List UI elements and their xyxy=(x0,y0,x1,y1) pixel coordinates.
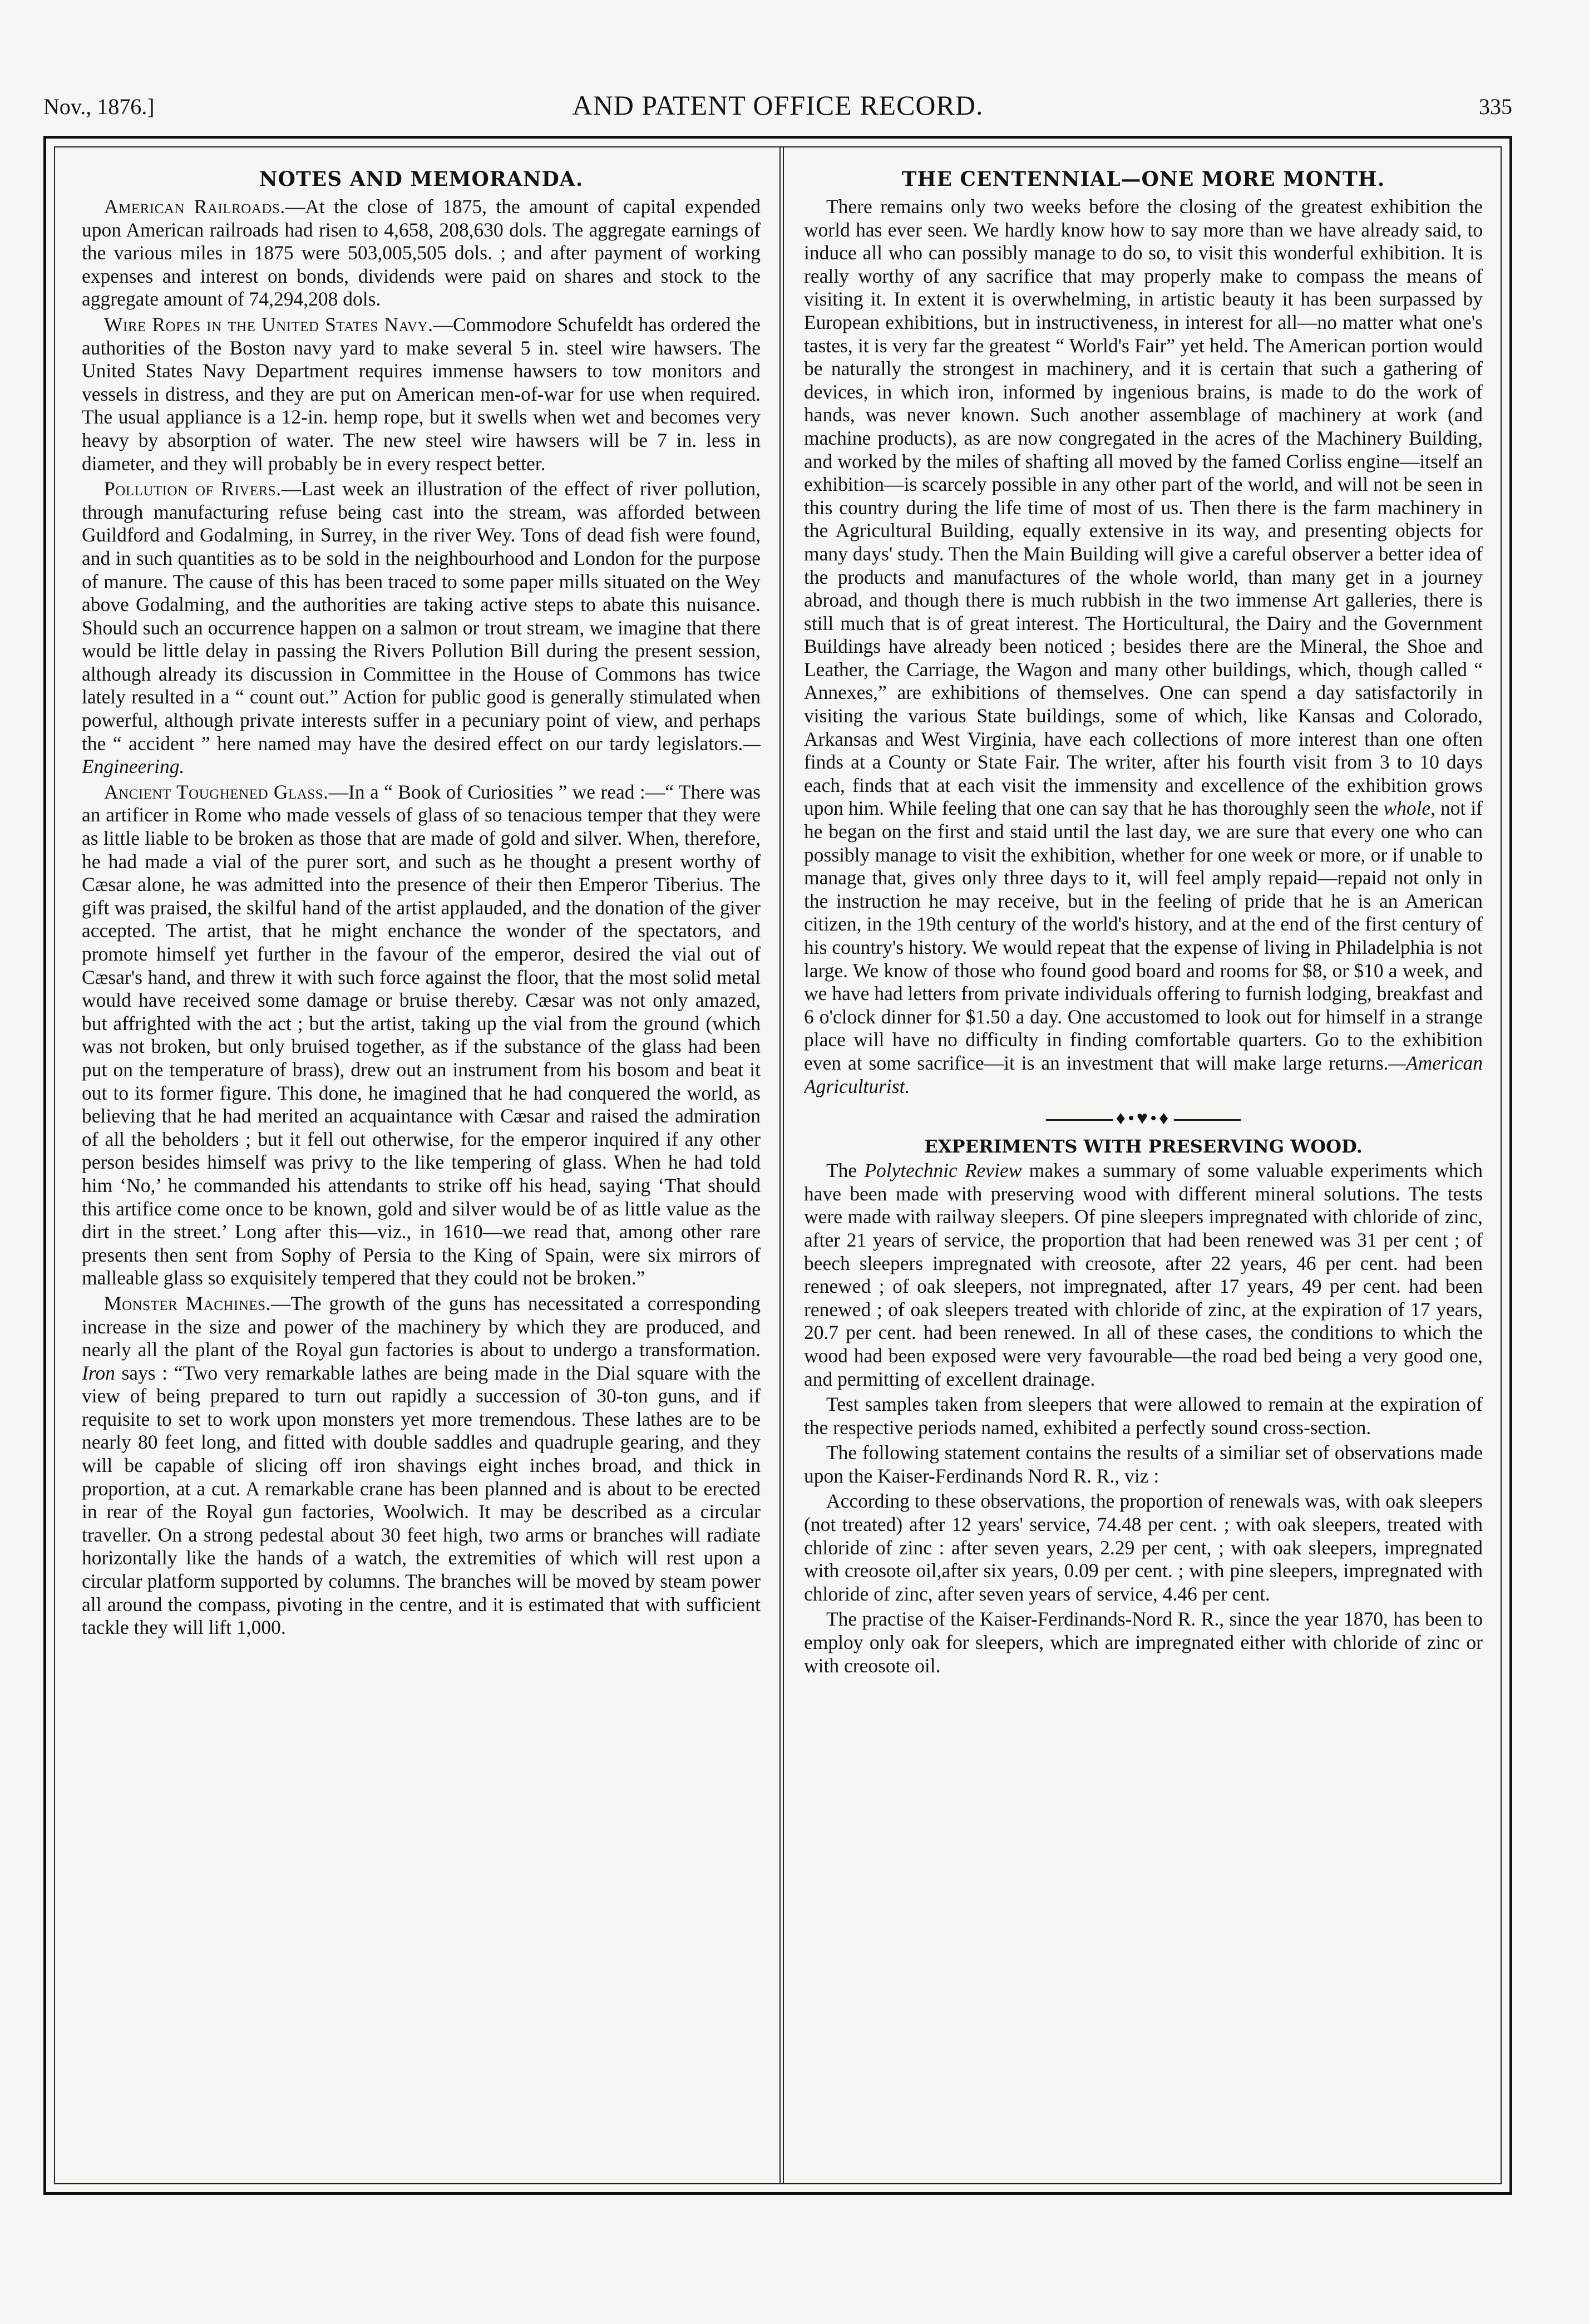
centennial-article xyxy=(804,195,1483,1098)
note-pollution xyxy=(82,477,761,779)
centennial-whole: whole xyxy=(1383,797,1431,820)
issue-date: Nov., 1876.] xyxy=(43,94,155,119)
note-pollution-source: —Engineering. xyxy=(82,732,761,778)
note-monster xyxy=(82,1292,761,1639)
section-ornament xyxy=(804,1109,1483,1128)
note-monster-text-rest: says : “Two very remarkable lathes are being made in the Dial square with the view of being prepared to turn out rapidly a succession of 30-ton guns, and if requisite to set to work upon monsters yet more tremendous. These lathes are to be nearly 80 feet long, and fitted with double saddles and quadruple gearing, and they will be capable of slicing off iron shavings eight inches broad, and thick in proportion, at a cut. A remarkable crane has been planned and is about to be erected in rear of the Royal gun factories, Woolwich. It may be described as a circular traveller. On a strong pedestal about 30 feet high, two arms or branches will radiate horizontally like the hands of a watch, the extremities of which will rest upon a circular platform supported by columns. The branches will be moved by steam power all around the compass, pivoting in the centre, and it is estimated that with sufficient tackle they will lift 1,000. xyxy=(82,1361,761,1639)
note-glass xyxy=(82,781,761,1290)
wood-p1-review: Polytechnic Review xyxy=(864,1159,1022,1182)
centennial-text-b: , not if he began on the first and staid until the last day, we are sure that every one who can possibly manage to visit the exhibition, whether for one week or more, or if unable to manage that, gives only three days to it, will feel amply repaid—repaid not only in the instruction he may receive, but in the feeling of pride that he is an American citizen, in the 19th century of the world's history, and at the end of the first century of his country's history. We would repeat that the expense of living in Philadelphia is not large. We know of those who found good board and rooms for $8, or $10 a week, and we have had letters from private individuals offering to furnish lodging, breakfast and 6 o'clock dinner for $1.50 a day. One accustomed to look out for himself in a strange place will have no difficulty in finding comfortable quarters. Go to the exhibition even at some sacrifice—it is an investment that will make large returns. xyxy=(804,797,1483,1074)
note-glass-text: —In a “ Book of Curiosities ” we read :—“ There was an artificer in Rome who made vessels of glass of so tenacious temper that they were as little liable to be broken as those that are made of gold and silver. When, therefore, he had made a vial of the purer sort, and such as he thought a present worthy of Cæsar alone, he was admitted into the presence of their then Emperor Tiberius. The gift was praised, the skilful hand of the artist applauded, and the donation of the giver accepted. The artist, that he might enchance the wonder of the spectators, and promote himself yet further in the favour of the emperor, desired the vial out of Cæsar's hand, and threw it with such force against the floor, that the most solid metal would have received some damage or bruise thereby. Cæsar was not only amazed, but affrighted with the act ; but the artist, taking up the vial from the ground (which was not broken, but only bruised together, as if the substance of the glass had been put on the temperature of brass), drew out an instrument from his bosom and beat it out to its former figure. This done, he imagined that he had conquered the world, as believing that he had merited an acquaintance with Cæsar and raised the admiration of all the beholders ; but it fell out otherwise, for the emperor inquired if any other person besides himself was privy to the like tempering of glass. When he had told him ‘No,’ he commanded his attendants to strike off his head, saying ‘That should this artifice come once to be known, gold and silver would be of as little value as the dirt in the street.’ Long after this—viz., in 1610—we read that, among other rare presents then sent from Sophy of Persia to the King of Spain, were six mirrors of malleable glass so exquisitely tempered that they could not be broken.” xyxy=(82,780,761,1289)
note-wire-ropes xyxy=(82,313,761,475)
notes-heading: NOTES AND MEMORANDA. xyxy=(259,168,584,191)
running-head xyxy=(43,89,1512,122)
centennial-heading: THE CENTENNIAL—ONE MORE MONTH. xyxy=(901,168,1385,191)
note-railroads-text: —At the close of 1875, the amount of capital expended upon American railroads had risen to 4,658, 208,630 dols. The aggregate earnings of the various miles in 1875 were 503,005,505 dols. ; and after payment of working expenses and interest on bonds, dividends were paid on shares and stock to the aggregate amount of 74,294,208 dols. xyxy=(82,195,761,311)
wood-paragraph-1 xyxy=(804,1159,1483,1391)
centennial-source: —American Agriculturist. xyxy=(804,1051,1483,1097)
wood-paragraph-2: Test samples taken from sleepers that were allowed to remain at the expiration of the respective periods named, exhibited a perfectly sound cross-section. xyxy=(804,1393,1483,1439)
note-glass-lead: Ancient Toughened Glass. xyxy=(104,780,329,803)
note-monster-text-start: —The growth of the guns has necessitated a corresponding increase in the size and power of the machinery by which they are produced, and nearly all the plant of the Royal gun factories is about to undergo a transformation. xyxy=(82,1292,761,1361)
ornament-rule-left xyxy=(1046,1119,1113,1121)
column-divider xyxy=(779,147,784,2183)
journal-title: AND PATENT OFFICE RECORD. xyxy=(572,90,984,121)
ornament-rule-right xyxy=(1174,1119,1241,1121)
wood-paragraph-4: According to these observations, the proportion of renewals was, with oak sleepers (not treated) after 12 years' service, 74.48 per cent. ; with oak sleepers, treated with chloride of zinc : after seven years, 2.29 per cent, ; with oak sleepers, impregnated with creosote oil,after six years, 0.09 per cent. ; with pine sleepers, impregnated with chloride of zinc, after seven years of service, 4.46 per cent. xyxy=(804,1490,1483,1605)
wood-paragraph-3: The following statement contains the results of a similiar set of observations made upon the Kaiser-Ferdinands Nord R. R., viz : xyxy=(804,1441,1483,1487)
ornament-mark: ♦•♥•♦ xyxy=(1116,1108,1171,1129)
wood-p1-rest: makes a summary of some valuable experiments which have been made with preserving wood with different mineral solutions. The tests were made with railway sleepers. Of pine sleepers impregnated with chloride of zinc, after 21 years of service, the proportion that had been renewed was 31 per cent ; of beech sleepers impregnated with creosote, after 22 years, 46 per cent. had been renewed ; of oak sleepers, not impregnated, after 17 years, 49 per cent. had been renewed ; of oak sleepers treated with chloride of zinc, at the expiration of 17 years, 20.7 per cent. had been renewed. In all of these cases, the conditions to which the wood had been exposed were very favourable—the road bed being a very good one, and permitting of excellent drainage. xyxy=(804,1159,1483,1390)
centennial-text-a: There remains only two weeks before the closing of the greatest exhibition the world has ever seen. We hardly know how to say more than we have already said, to induce all who can possibly manage to do so, to visit this wonderful exhibition. It is really worthy of any sacrifice that may properly make to compass the means of visiting it. In extent it is overwhelming, in artistic beauty it has been surpassed by European exhibitions, but in instructiveness, in interest for all—no matter what one's tastes, it is very far the greatest “ World's Fair” yet held. The American portion would be naturally the strongest in machinery, and it is certain that such a gathering of devices, in which iron, informed by ingenious brains, is made to do the work of hands, was never known. Such another assemblage of machinery at work (and machine products), as are now congregated in the acres of the Machinery Building, and worked by the miles of shafting all moved by the famed Corliss engine—itself an exhibition—is scarcely possible in any other part of the world, and will not be seen in this country during the life time of most of us. Then there is the farm machinery in the Agricultural Building, equally extensive in its way, and presenting objects for many days' study. Then the Main Building will give a careful observer a better idea of the products and manufactures of the whole world, than many get in a journey abroad, and though there is much rubbish in the two immense Art galleries, there is still much that is of great interest. The Horticultural, the Dairy and the Government Buildings have already been noticed ; besides there are the Mineral, the Shoe and Leather, the Carriage, the Wagon and many other buildings, which, though called “ Annexes,” are exhibitions of themselves. One can spend a day satisfactorily in visiting the various State buildings, some of which, like Kansas and Colorado, Arkansas and West Virginia, have each collections of more interest than one often finds at a County or State Fair. The writer, after his fourth visit from 3 to 10 days each, finds that at each visit the immensity and excellence of the exhibition grows upon him. While feeling that one can say that he has thoroughly seen the xyxy=(804,195,1483,820)
wood-p1-start: The xyxy=(826,1159,865,1182)
note-wire-ropes-lead: Wire Ropes in the United States Navy. xyxy=(104,313,433,336)
note-pollution-text: —Last week an illustration of the effect of river pollution, through manufacturing refuse being cast into the stream, was afforded between Guildford and Godalming, in Surrey, in the river Wey. Tons of dead fish were found, and in such quantities as to be sold in the neighbourhood and London for the purpose of manure. The cause of this has been traced to some paper mills situated on the Wey above Godalming, and the authorities are taking active steps to abate this nuisance. Should such an occurrence happen on a salmon or trout stream, we imagine that there would be little delay in passing the Rivers Pollution Bill during the present session, although already its discussion in Committee in the House of Commons has twice lately resulted in a “ count out.” Action for public good is generally stimulated when powerful, although private interests suffer in a pecuniary point of view, and perhaps the “ accident ” here named may have the desired effect on our tardy legislators. xyxy=(82,477,761,755)
note-railroads-lead: American Railroads. xyxy=(104,195,285,218)
note-railroads xyxy=(82,195,761,311)
right-column xyxy=(804,168,1483,2161)
page-frame xyxy=(43,136,1512,2195)
note-pollution-lead: Pollution of Rivers. xyxy=(104,477,282,500)
wood-paragraph-5: The practise of the Kaiser-Ferdinands-Nord R. R., since the year 1870, has been to employ only oak for sleepers, which are impregnated either with chloride of zinc or with creosote oil. xyxy=(804,1608,1483,1677)
note-wire-ropes-text: —Commodore Schufeldt has ordered the authorities of the Boston navy yard to make several 5 in. steel wire hawsers. The United States Navy Department requires immense hawsers to tow monitors and vessels in distress, and they are put on American men-of-war for use when required. The usual appliance is a 12-in. hemp rope, but it swells when wet and becomes very heavy by absorption of water. The new steel wire hawsers will be 7 in. less in diameter, and they will probably be in every respect better. xyxy=(82,313,761,475)
note-monster-iron: Iron xyxy=(82,1361,115,1384)
inner-frame xyxy=(54,146,1502,2184)
left-column xyxy=(82,168,761,2161)
wood-heading: EXPERIMENTS WITH PRESERVING WOOD. xyxy=(924,1136,1363,1158)
note-monster-lead: Monster Machines. xyxy=(104,1292,271,1314)
page-number: 335 xyxy=(1479,94,1512,119)
